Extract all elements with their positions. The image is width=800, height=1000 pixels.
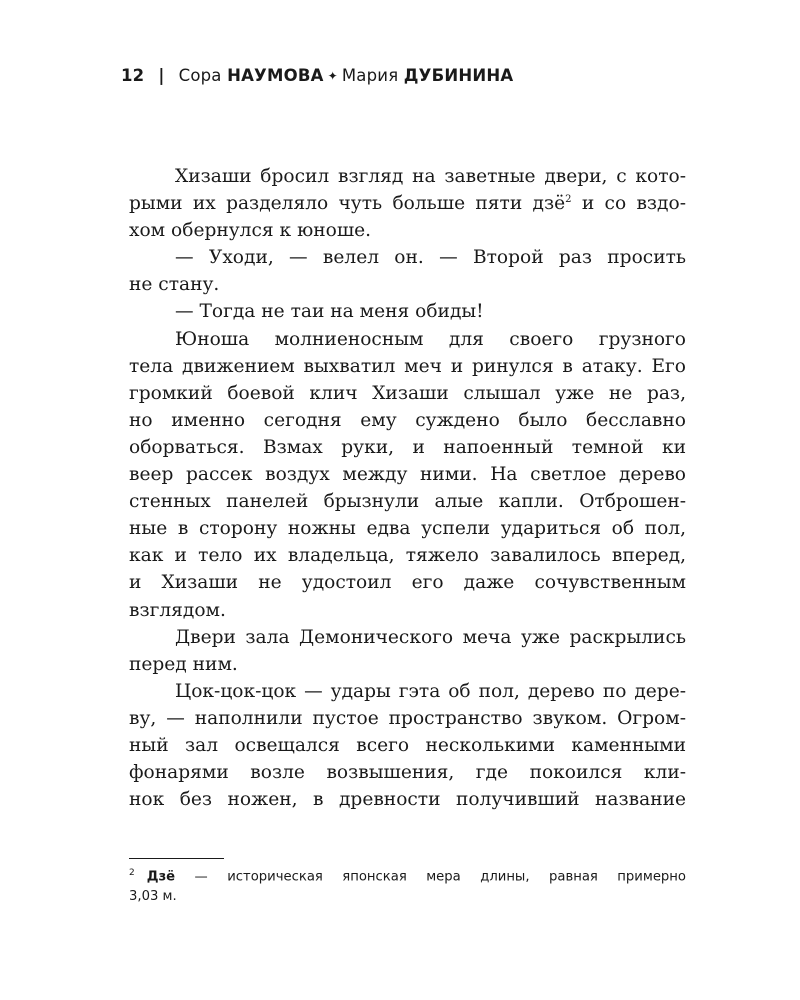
text-line: Юноша молниеносным для своего грузного [175,328,686,350]
text-line: как и тело их владельца, тяжело завалилось вперед, [129,545,686,567]
footnote-term: Дзё [146,869,176,885]
footnote-line [129,864,686,887]
text-line: не стану. [129,274,220,296]
paragraph-3 [129,298,686,325]
text-line [129,190,686,217]
text-line: Двери зала Демонического меча уже раскрылись [175,626,686,648]
footnote-number: 2 [129,868,135,878]
body-text [129,163,686,813]
text-line: ные в сторону ножны едва успели удариться об пол, [129,518,686,540]
text-line: стенных панелей брызнули алые капли. Отброшен- [129,491,686,513]
text-line: перед ним. [129,653,238,675]
footnote-ref: 2 [565,193,572,205]
text-line: тела движением выхватил меч и ринулся в атаку. Его [129,355,686,377]
page-number: 12 [121,66,145,85]
text-line: — Тогда не таи на меня обиды! [175,301,484,323]
author1-first-name: Сора [178,66,222,85]
paragraph-4 [129,326,686,624]
text-line: но именно сегодня ему суждено было бесславно [129,409,686,431]
text-line: громкий боевой клич Хизаши слышал уже не раз, [129,382,686,404]
text-line: фонарями возле возвышения, где покоился кли- [129,762,686,784]
paragraph-5 [129,624,686,678]
paragraph-1 [129,163,686,244]
paragraph-2 [129,244,686,298]
text-line: ный зал освещался всего несколькими каменными [129,734,686,756]
text-line: Хизаши бросил взгляд на заветные двери, с кото- [175,166,686,187]
running-header [121,66,513,85]
author1-last-name: НАУМОВА [227,66,324,85]
text-line: нок без ножен, в древности получивший название [129,789,686,811]
text-line: веер рассек воздух между ними. На светлое дерево [129,464,686,486]
footnote-line: 3,03 м. [129,888,177,904]
header-separator: | [158,66,165,85]
text-fragment: рыми их разделяло чуть больше пяти дзё [129,193,566,215]
text-line: и Хизаши не удостоил его даже сочувственным [129,572,686,594]
text-line: оборваться. Взмах руки, и напоенный темной ки [129,436,686,458]
author2-last-name: ДУБИНИНА [403,66,514,85]
paragraph-6 [129,678,686,813]
text-line: — Уходи, — велел он. — Второй раз просить [175,247,686,269]
footnote-divider [129,858,224,859]
text-line: взглядом. [129,599,226,621]
author2-first-name: Мария [341,66,399,85]
star-icon: ✦ [327,69,338,83]
text-line: хом обернулся к юноше. [129,220,372,242]
text-line: ву, — наполнили пустое пространство звуком. Огром- [129,707,686,729]
footnote [129,864,686,906]
text-line: Цок-цок-цок — удары гэта об пол, дерево по дере- [175,680,686,702]
text-fragment: и со вздо- [571,193,686,215]
footnote-definition: — историческая японская мера длины, равная примерно [175,869,686,885]
